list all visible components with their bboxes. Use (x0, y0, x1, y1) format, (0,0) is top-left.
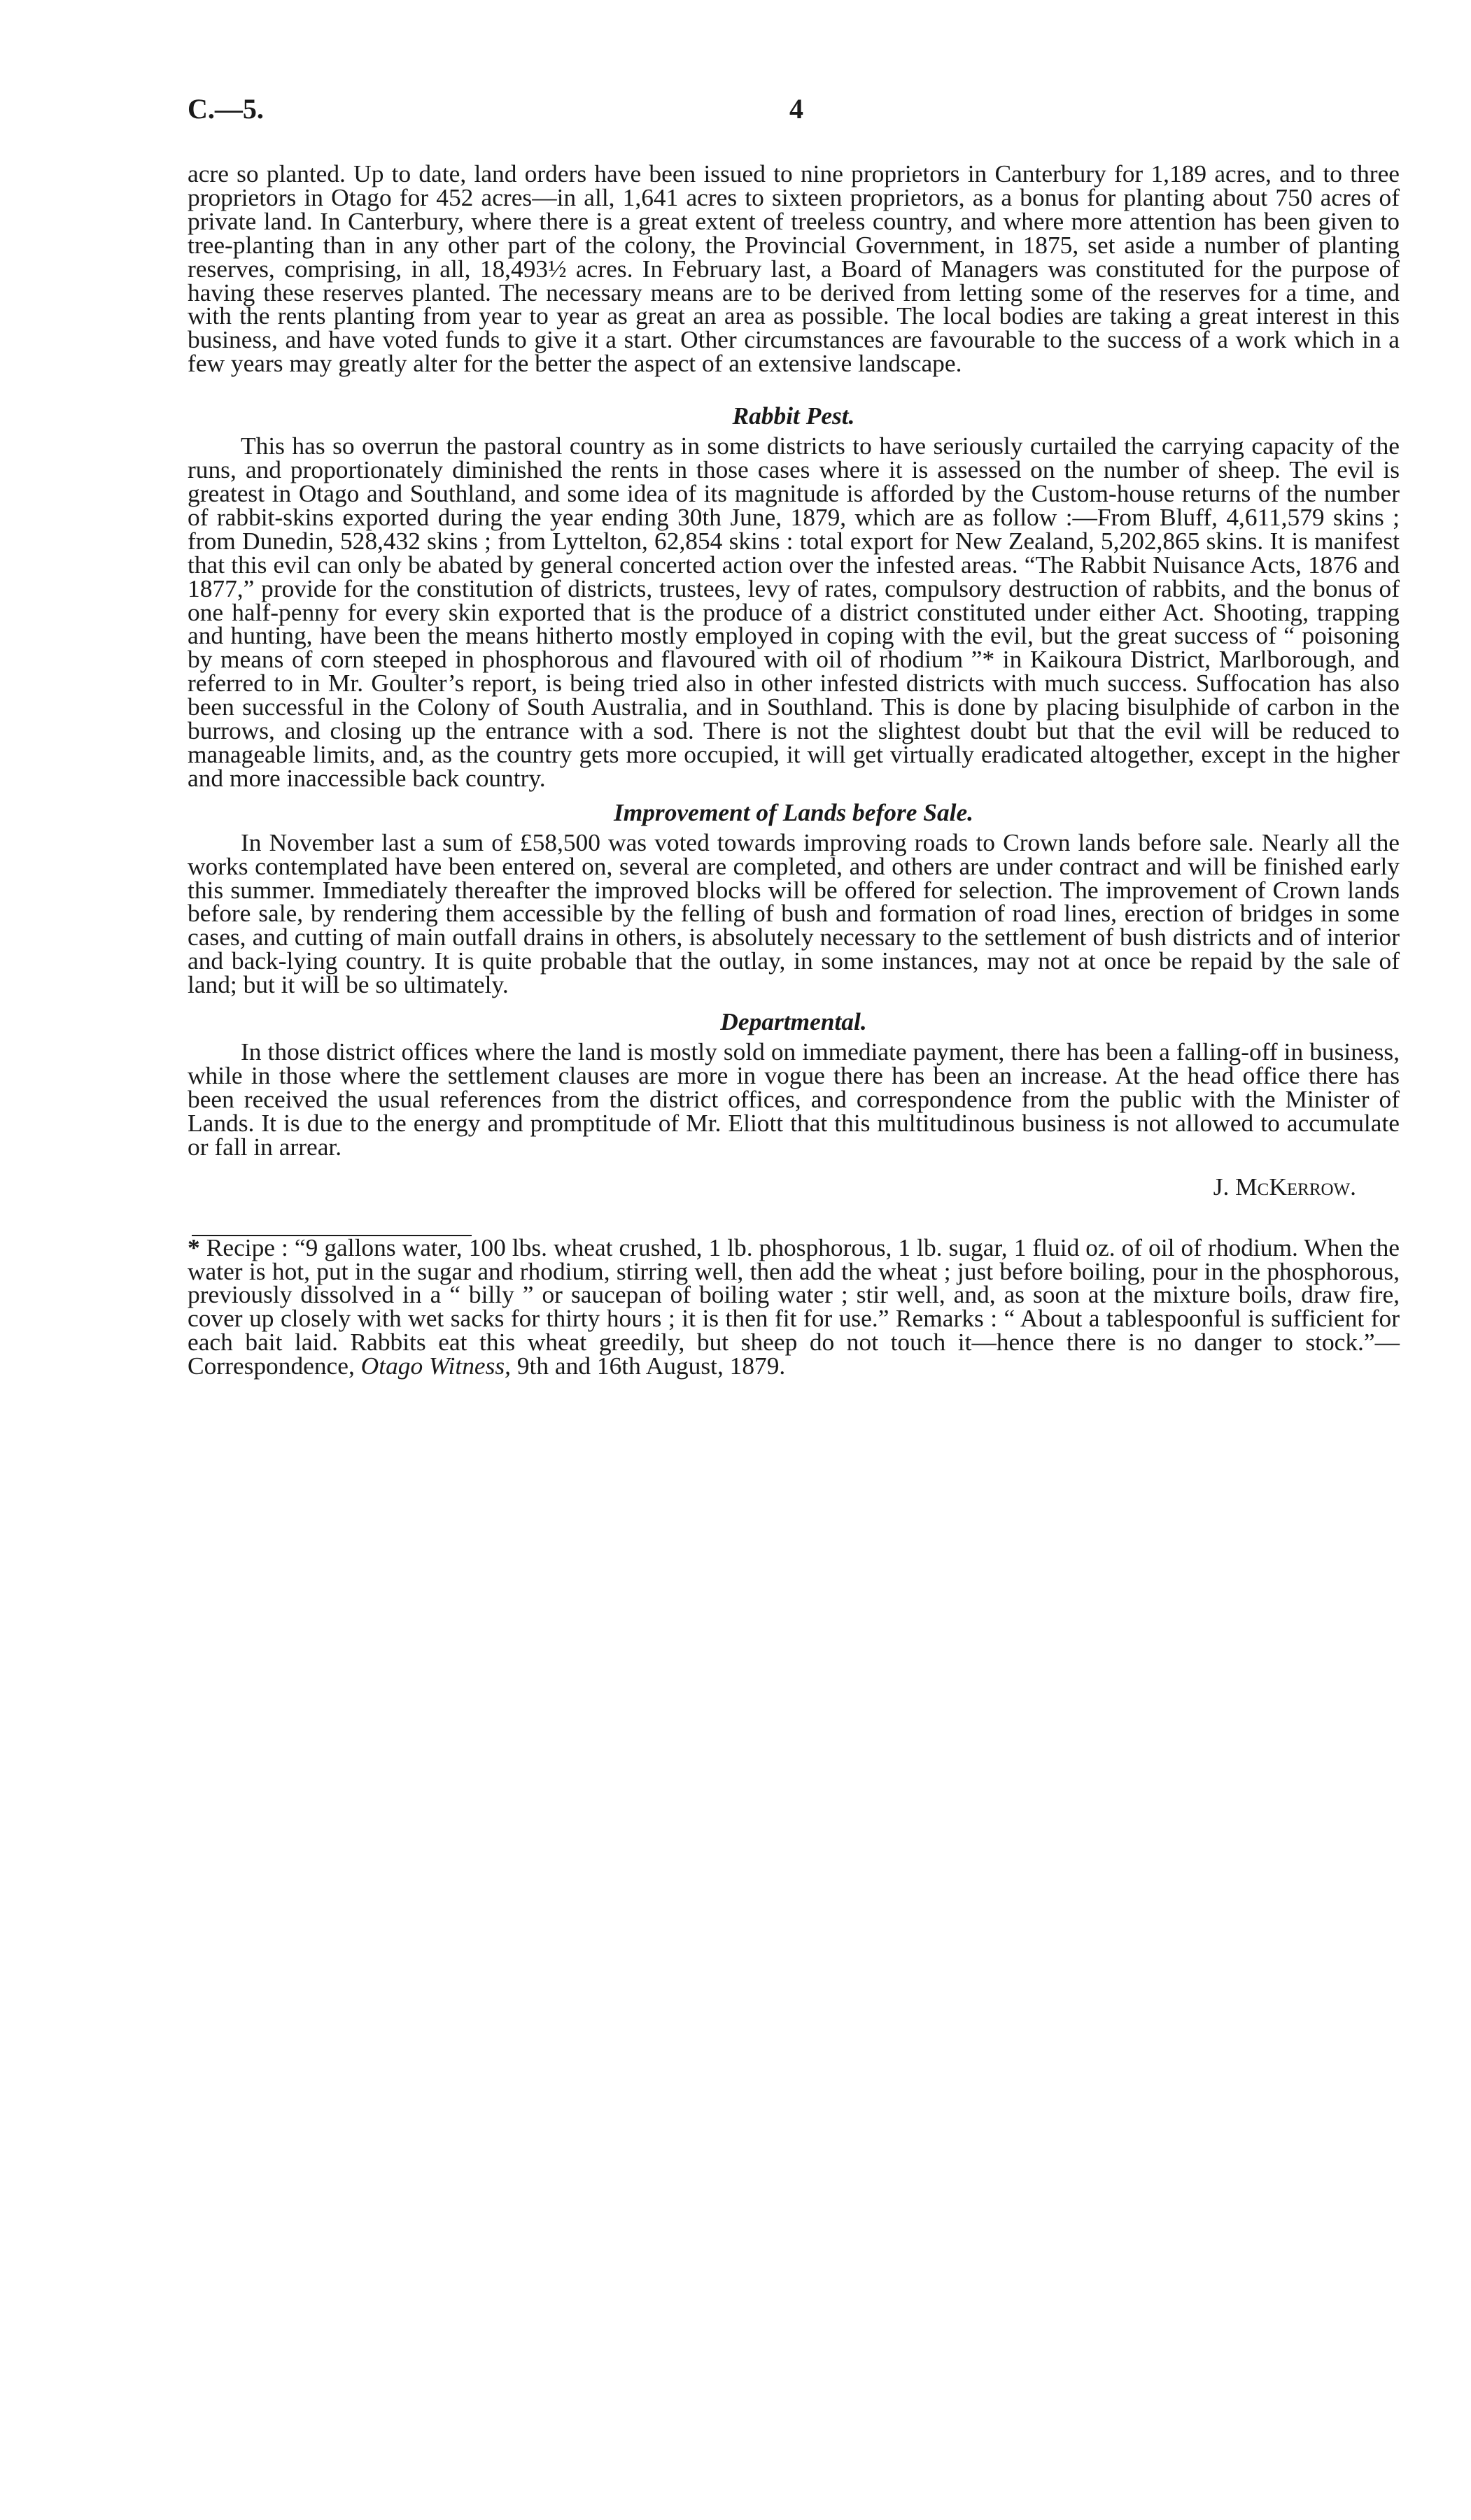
signature: J. McKerrow. (1213, 1172, 1356, 1201)
section-heading-improvement-of-lands: Improvement of Lands before Sale. (613, 798, 974, 826)
footnote-publication-title: Otago Witness, (360, 1352, 511, 1380)
footnote-marker: * (188, 1233, 200, 1261)
section-heading-rabbit-pest: Rabbit Pest. (732, 402, 855, 430)
section-heading-departmental: Departmental. (720, 1007, 867, 1036)
document-reference: C.—5. (188, 93, 264, 125)
paragraph-improvement-of-lands: In November last a sum of £58,500 was voted towards improving roads to Crown lands before sale. Nearly all the works contemplated have been entered on, several are completed, and others are under contract and will be finished early this summer. Immediately thereafter the improved blocks will be offered for selection. The improvement of Crown lands before sale, by rendering them accessible by the felling of bush and formation of road lines, erection of bridges in some cases, and cutting of main outfall drains in others, is absolutely necessary to the settlement of bush districts and of interior and back-lying country. It is quite probable that the outlay, in some instances, may not at once be repaid by the sale of land; but it will be so ultimately. (188, 828, 1400, 999)
page-header (188, 92, 1405, 134)
footnote (188, 1233, 1400, 1380)
intro-paragraph: acre so planted. Up to date, land orders have been issued to nine proprietors in Canterbury for 1,189 acres, and to three proprietors in Otago for 452 acres—in all, 1,641 acres to sixteen proprietors, as a bonus for planting about 750 acres of private land. In Canterbury, where there is a great extent of treeless country, and where more attention has been given to tree-planting than in any other part of the colony, the Provincial Government, in 1875, set aside a number of planting reserves, comprising, in all, 18,493½ acres. In February last, a Board of Managers was constituted for the purpose of having these reserves planted. The necessary means are to be derived from letting some of the reserves for a time, and with the rents planting from year to year as great an area as possible. The local bodies are taking a great interest in this business, and have voted funds to give it a start. Other circumstances are favourable to the success of a work which in a few years may greatly alter for the better the aspect of an extensive landscape. (188, 160, 1400, 378)
footnote-text: Recipe : “9 gallons water, 100 lbs. wheat crushed, 1 lb. phosphorous, 1 lb. sugar, 1 fluid oz. of oil of rhodium. When the water is hot, put in the sugar and rhodium, stirring well, then add the wheat ; just before boiling, pour in the phosphorous, previously dissolved in a “ billy ” or saucepan of boiling water ; stir well, and, as soon at the mixture boils, draw fire, cover up closely with wet sacks for thirty hours ; it is then fit for use.” Remarks : “ About a tablespoonful is sufficient for each bait laid. Rabbits eat this wheat greedily, but sheep do not touch it—hence there is no danger to stock.”—Correspondence, (188, 1233, 1400, 1380)
page-number: 4 (789, 93, 803, 125)
paragraph-departmental: In those district offices where the land is mostly sold on immediate payment, there has been a falling-off in business, while in those where the settlement clauses are more in vogue there has been an increase. At the head office there has been received the usual references from the district offices, and correspondence from the public with the Minister of Lands. It is due to the energy and promptitude of Mr. Eliott that this multitudinous business is not allowed to accumulate or fall in arrear. (188, 1038, 1400, 1161)
paragraph-rabbit-pest: This has so overrun the pastoral country as in some districts to have seriously curtailed the carrying capacity of the runs, and proportionately diminished the rents in those cases where it is assessed on the number of sheep. The evil is greatest in Otago and Southland, and some idea of its magnitude is afforded by the Custom-house returns of the number of rabbit-skins exported during the year ending 30th June, 1879, which are as follow :—From Bluff, 4,611,579 skins ; from Dunedin, 528,432 skins ; from Lyttelton, 62,854 skins : total export for New Zealand, 5,202,865 skins. It is manifest that this evil can only be abated by general concerted action over the infested areas. “The Rabbit Nuisance Acts, 1876 and 1877,” provide for the constitution of districts, trustees, levy of rates, compulsory destruction of rabbits, and the bonus of one half-penny for every skin exported that is the produce of a district constituted under either Act. Shooting, trapping and hunting, have been the means hitherto mostly employed in coping with the evil, but the great success of “ poisoning by means of corn steeped in phosphorous and flavoured with oil of rhodium ”* in Kaikoura District, Marlborough, and referred to in Mr. Goulter’s report, is being tried also in other infested districts with much success. Suffocation has also been successful in the Colony of South Australia, and in Southland. This is done by placing bisulphide of carbon in the burrows, and closing up the entrance with a sod. There is not the slightest doubt but that the evil will be reduced to manageable limits, and, as the country gets more occupied, it will get virtually eradicated altogether, except in the higher and more inaccessible back country. (188, 432, 1400, 792)
document-body (188, 162, 1400, 1378)
footnote-dates: 9th and 16th August, 1879. (516, 1352, 786, 1380)
